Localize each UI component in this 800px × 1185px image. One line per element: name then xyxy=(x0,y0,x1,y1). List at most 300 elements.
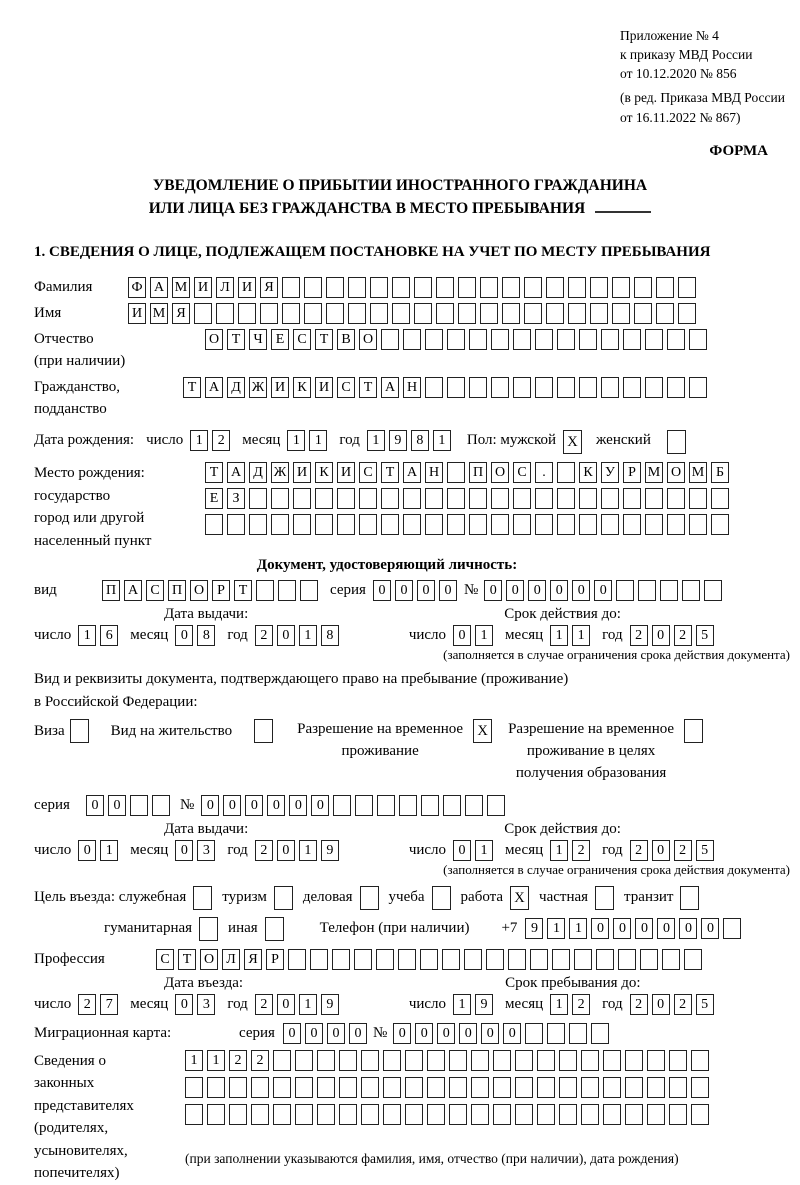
char-cell[interactable]: 1 xyxy=(207,1050,225,1071)
char-cell[interactable] xyxy=(295,1077,313,1098)
char-cell[interactable] xyxy=(491,514,509,535)
char-cell[interactable] xyxy=(465,795,483,816)
char-cell[interactable]: А xyxy=(403,462,421,483)
char-cell[interactable] xyxy=(623,514,641,535)
char-cell[interactable] xyxy=(355,795,373,816)
char-cell[interactable] xyxy=(623,329,641,350)
char-cell[interactable]: Т xyxy=(227,329,245,350)
char-cell[interactable]: А xyxy=(150,277,168,298)
char-cell[interactable] xyxy=(403,514,421,535)
char-cell[interactable] xyxy=(691,1104,709,1125)
char-cell[interactable] xyxy=(381,329,399,350)
char-cell[interactable] xyxy=(581,1077,599,1098)
char-cell[interactable] xyxy=(480,303,498,324)
char-cell[interactable] xyxy=(449,1104,467,1125)
char-cell[interactable] xyxy=(660,580,678,601)
char-cell[interactable] xyxy=(249,514,267,535)
char-cell[interactable] xyxy=(502,277,520,298)
char-cell[interactable] xyxy=(645,377,663,398)
char-cell[interactable]: 9 xyxy=(475,994,493,1015)
char-cell[interactable]: 1 xyxy=(475,840,493,861)
char-cell[interactable]: К xyxy=(293,377,311,398)
char-cell[interactable] xyxy=(480,277,498,298)
char-cell[interactable]: 1 xyxy=(547,918,565,939)
char-cell[interactable] xyxy=(293,514,311,535)
char-cell[interactable] xyxy=(691,1050,709,1071)
char-cell[interactable] xyxy=(278,580,296,601)
char-cell[interactable]: 2 xyxy=(674,840,692,861)
char-cell[interactable]: 0 xyxy=(506,580,524,601)
char-cell[interactable]: 0 xyxy=(373,580,391,601)
char-cell[interactable] xyxy=(515,1077,533,1098)
char-cell[interactable] xyxy=(689,488,707,509)
char-cell[interactable] xyxy=(425,329,443,350)
char-cell[interactable] xyxy=(634,303,652,324)
char-cell[interactable] xyxy=(546,303,564,324)
char-cell[interactable]: М xyxy=(645,462,663,483)
char-cell[interactable] xyxy=(667,329,685,350)
char-cell[interactable] xyxy=(524,303,542,324)
char-cell[interactable]: 2 xyxy=(229,1050,247,1071)
char-cell[interactable] xyxy=(464,949,482,970)
char-cell[interactable] xyxy=(612,303,630,324)
char-cell[interactable]: 0 xyxy=(594,580,612,601)
char-cell[interactable]: Ф xyxy=(128,277,146,298)
char-cell[interactable]: Д xyxy=(227,377,245,398)
char-cell[interactable] xyxy=(669,1077,687,1098)
char-cell[interactable] xyxy=(273,1104,291,1125)
char-cell[interactable] xyxy=(359,488,377,509)
char-cell[interactable]: 1 xyxy=(299,994,317,1015)
char-cell[interactable]: И xyxy=(194,277,212,298)
char-cell[interactable]: 1 xyxy=(550,840,568,861)
purpose-work-checkbox[interactable]: X xyxy=(510,886,529,910)
char-cell[interactable]: 0 xyxy=(613,918,631,939)
char-cell[interactable]: 1 xyxy=(550,625,568,646)
char-cell[interactable] xyxy=(271,514,289,535)
char-cell[interactable] xyxy=(711,514,729,535)
purpose-private-checkbox[interactable] xyxy=(595,886,614,910)
char-cell[interactable]: . xyxy=(535,462,553,483)
char-cell[interactable] xyxy=(656,277,674,298)
char-cell[interactable]: 2 xyxy=(572,840,590,861)
char-cell[interactable] xyxy=(625,1104,643,1125)
char-cell[interactable]: 1 xyxy=(550,994,568,1015)
char-cell[interactable] xyxy=(491,329,509,350)
char-cell[interactable] xyxy=(669,1104,687,1125)
char-cell[interactable]: 0 xyxy=(484,580,502,601)
char-cell[interactable] xyxy=(229,1077,247,1098)
char-cell[interactable] xyxy=(295,1104,313,1125)
char-cell[interactable]: 0 xyxy=(327,1023,345,1044)
char-cell[interactable] xyxy=(300,580,318,601)
char-cell[interactable]: П xyxy=(469,462,487,483)
char-cell[interactable] xyxy=(647,1077,665,1098)
char-cell[interactable]: И xyxy=(238,277,256,298)
sex-male-checkbox[interactable]: X xyxy=(563,430,582,454)
char-cell[interactable] xyxy=(669,1050,687,1071)
char-cell[interactable]: Д xyxy=(249,462,267,483)
char-cell[interactable] xyxy=(381,514,399,535)
char-cell[interactable] xyxy=(559,1050,577,1071)
char-cell[interactable]: К xyxy=(315,462,333,483)
temp-residence-edu-checkbox[interactable] xyxy=(684,719,703,743)
char-cell[interactable]: С xyxy=(359,462,377,483)
char-cell[interactable]: 5 xyxy=(696,994,714,1015)
char-cell[interactable] xyxy=(612,277,630,298)
char-cell[interactable] xyxy=(574,949,592,970)
char-cell[interactable]: И xyxy=(271,377,289,398)
char-cell[interactable] xyxy=(421,795,439,816)
char-cell[interactable]: 2 xyxy=(251,1050,269,1071)
char-cell[interactable] xyxy=(471,1077,489,1098)
char-cell[interactable]: Р xyxy=(212,580,230,601)
char-cell[interactable] xyxy=(684,949,702,970)
char-cell[interactable]: 0 xyxy=(417,580,435,601)
purpose-business-checkbox[interactable] xyxy=(360,886,379,910)
char-cell[interactable]: 0 xyxy=(701,918,719,939)
char-cell[interactable]: Л xyxy=(222,949,240,970)
char-cell[interactable] xyxy=(205,514,223,535)
char-cell[interactable] xyxy=(339,1104,357,1125)
char-cell[interactable] xyxy=(447,514,465,535)
char-cell[interactable]: С xyxy=(146,580,164,601)
char-cell[interactable]: 9 xyxy=(321,840,339,861)
char-cell[interactable]: С xyxy=(513,462,531,483)
char-cell[interactable] xyxy=(185,1077,203,1098)
char-cell[interactable] xyxy=(525,1023,543,1044)
char-cell[interactable] xyxy=(689,377,707,398)
char-cell[interactable] xyxy=(249,488,267,509)
char-cell[interactable] xyxy=(348,303,366,324)
char-cell[interactable] xyxy=(332,949,350,970)
char-cell[interactable] xyxy=(634,277,652,298)
char-cell[interactable] xyxy=(425,488,443,509)
char-cell[interactable] xyxy=(458,303,476,324)
char-cell[interactable] xyxy=(339,1077,357,1098)
char-cell[interactable] xyxy=(557,514,575,535)
char-cell[interactable] xyxy=(414,303,432,324)
char-cell[interactable]: 0 xyxy=(481,1023,499,1044)
char-cell[interactable]: Т xyxy=(183,377,201,398)
char-cell[interactable] xyxy=(405,1050,423,1071)
char-cell[interactable] xyxy=(723,918,741,939)
char-cell[interactable]: С xyxy=(337,377,355,398)
char-cell[interactable] xyxy=(425,514,443,535)
char-cell[interactable]: 0 xyxy=(86,795,104,816)
char-cell[interactable]: 9 xyxy=(389,430,407,451)
char-cell[interactable] xyxy=(227,514,245,535)
char-cell[interactable] xyxy=(557,377,575,398)
char-cell[interactable]: 1 xyxy=(299,625,317,646)
char-cell[interactable]: Т xyxy=(234,580,252,601)
char-cell[interactable]: 0 xyxy=(437,1023,455,1044)
char-cell[interactable]: Я xyxy=(172,303,190,324)
char-cell[interactable] xyxy=(414,277,432,298)
char-cell[interactable] xyxy=(425,377,443,398)
char-cell[interactable] xyxy=(603,1104,621,1125)
char-cell[interactable]: 0 xyxy=(175,840,193,861)
char-cell[interactable]: 2 xyxy=(572,994,590,1015)
char-cell[interactable] xyxy=(383,1050,401,1071)
char-cell[interactable]: 1 xyxy=(475,625,493,646)
char-cell[interactable] xyxy=(339,1050,357,1071)
char-cell[interactable]: 5 xyxy=(696,625,714,646)
char-cell[interactable] xyxy=(315,488,333,509)
char-cell[interactable] xyxy=(689,329,707,350)
visa-checkbox[interactable] xyxy=(70,719,89,743)
char-cell[interactable] xyxy=(383,1077,401,1098)
char-cell[interactable] xyxy=(436,303,454,324)
char-cell[interactable] xyxy=(447,488,465,509)
char-cell[interactable] xyxy=(590,303,608,324)
char-cell[interactable]: 0 xyxy=(591,918,609,939)
char-cell[interactable] xyxy=(513,377,531,398)
char-cell[interactable]: Т xyxy=(205,462,223,483)
char-cell[interactable]: 0 xyxy=(245,795,263,816)
char-cell[interactable]: 0 xyxy=(652,994,670,1015)
char-cell[interactable] xyxy=(427,1050,445,1071)
char-cell[interactable]: 1 xyxy=(78,625,96,646)
char-cell[interactable]: 0 xyxy=(453,840,471,861)
char-cell[interactable] xyxy=(625,1077,643,1098)
char-cell[interactable] xyxy=(469,329,487,350)
char-cell[interactable] xyxy=(616,580,634,601)
char-cell[interactable]: 0 xyxy=(395,580,413,601)
char-cell[interactable]: 5 xyxy=(696,840,714,861)
char-cell[interactable] xyxy=(405,1104,423,1125)
char-cell[interactable] xyxy=(645,329,663,350)
char-cell[interactable] xyxy=(359,514,377,535)
char-cell[interactable]: 0 xyxy=(283,1023,301,1044)
char-cell[interactable] xyxy=(579,488,597,509)
char-cell[interactable] xyxy=(535,329,553,350)
char-cell[interactable] xyxy=(581,1104,599,1125)
char-cell[interactable] xyxy=(568,277,586,298)
char-cell[interactable] xyxy=(354,949,372,970)
char-cell[interactable] xyxy=(293,488,311,509)
char-cell[interactable]: 0 xyxy=(78,840,96,861)
char-cell[interactable] xyxy=(403,488,421,509)
char-cell[interactable]: 6 xyxy=(100,625,118,646)
char-cell[interactable] xyxy=(383,1104,401,1125)
char-cell[interactable] xyxy=(502,303,520,324)
char-cell[interactable] xyxy=(618,949,636,970)
char-cell[interactable] xyxy=(469,488,487,509)
char-cell[interactable]: Ч xyxy=(249,329,267,350)
char-cell[interactable] xyxy=(603,1050,621,1071)
char-cell[interactable] xyxy=(361,1104,379,1125)
purpose-other-checkbox[interactable] xyxy=(265,917,284,941)
char-cell[interactable]: О xyxy=(200,949,218,970)
char-cell[interactable] xyxy=(601,329,619,350)
char-cell[interactable]: 2 xyxy=(630,840,648,861)
char-cell[interactable] xyxy=(469,514,487,535)
char-cell[interactable] xyxy=(337,488,355,509)
char-cell[interactable] xyxy=(623,488,641,509)
char-cell[interactable] xyxy=(552,949,570,970)
char-cell[interactable]: И xyxy=(315,377,333,398)
char-cell[interactable] xyxy=(579,329,597,350)
char-cell[interactable] xyxy=(443,795,461,816)
char-cell[interactable] xyxy=(392,303,410,324)
char-cell[interactable] xyxy=(557,329,575,350)
char-cell[interactable] xyxy=(216,303,234,324)
char-cell[interactable] xyxy=(229,1104,247,1125)
char-cell[interactable] xyxy=(207,1077,225,1098)
char-cell[interactable] xyxy=(645,488,663,509)
char-cell[interactable] xyxy=(427,1077,445,1098)
char-cell[interactable]: 7 xyxy=(100,994,118,1015)
char-cell[interactable]: П xyxy=(102,580,120,601)
char-cell[interactable] xyxy=(568,303,586,324)
char-cell[interactable] xyxy=(273,1077,291,1098)
char-cell[interactable]: 0 xyxy=(305,1023,323,1044)
char-cell[interactable] xyxy=(458,277,476,298)
char-cell[interactable] xyxy=(471,1050,489,1071)
char-cell[interactable]: 3 xyxy=(197,994,215,1015)
char-cell[interactable] xyxy=(361,1050,379,1071)
char-cell[interactable] xyxy=(535,514,553,535)
char-cell[interactable] xyxy=(427,1104,445,1125)
char-cell[interactable]: 0 xyxy=(652,840,670,861)
char-cell[interactable]: И xyxy=(128,303,146,324)
char-cell[interactable]: 0 xyxy=(201,795,219,816)
char-cell[interactable] xyxy=(447,329,465,350)
char-cell[interactable]: Ж xyxy=(271,462,289,483)
char-cell[interactable]: А xyxy=(381,377,399,398)
char-cell[interactable] xyxy=(251,1077,269,1098)
char-cell[interactable] xyxy=(317,1077,335,1098)
char-cell[interactable]: П xyxy=(168,580,186,601)
char-cell[interactable] xyxy=(711,488,729,509)
char-cell[interactable]: Е xyxy=(271,329,289,350)
char-cell[interactable]: 2 xyxy=(674,994,692,1015)
char-cell[interactable] xyxy=(392,277,410,298)
char-cell[interactable]: 0 xyxy=(277,840,295,861)
char-cell[interactable] xyxy=(601,514,619,535)
char-cell[interactable] xyxy=(238,303,256,324)
char-cell[interactable] xyxy=(603,1077,621,1098)
purpose-humanitarian-checkbox[interactable] xyxy=(199,917,218,941)
char-cell[interactable]: 1 xyxy=(100,840,118,861)
char-cell[interactable] xyxy=(667,488,685,509)
char-cell[interactable] xyxy=(295,1050,313,1071)
char-cell[interactable] xyxy=(288,949,306,970)
char-cell[interactable]: 0 xyxy=(550,580,568,601)
char-cell[interactable] xyxy=(493,1104,511,1125)
char-cell[interactable] xyxy=(513,514,531,535)
char-cell[interactable] xyxy=(420,949,438,970)
char-cell[interactable]: 0 xyxy=(277,994,295,1015)
char-cell[interactable] xyxy=(315,514,333,535)
char-cell[interactable] xyxy=(486,949,504,970)
char-cell[interactable]: А xyxy=(124,580,142,601)
char-cell[interactable] xyxy=(491,488,509,509)
char-cell[interactable]: С xyxy=(156,949,174,970)
char-cell[interactable] xyxy=(370,277,388,298)
char-cell[interactable] xyxy=(689,514,707,535)
char-cell[interactable]: 2 xyxy=(630,625,648,646)
char-cell[interactable] xyxy=(591,1023,609,1044)
char-cell[interactable] xyxy=(601,488,619,509)
char-cell[interactable]: 1 xyxy=(572,625,590,646)
char-cell[interactable] xyxy=(361,1077,379,1098)
temp-residence-checkbox[interactable]: X xyxy=(473,719,492,743)
char-cell[interactable]: 0 xyxy=(572,580,590,601)
char-cell[interactable] xyxy=(398,949,416,970)
char-cell[interactable] xyxy=(436,277,454,298)
char-cell[interactable] xyxy=(447,377,465,398)
purpose-transit-checkbox[interactable] xyxy=(680,886,699,910)
char-cell[interactable]: 0 xyxy=(459,1023,477,1044)
char-cell[interactable] xyxy=(559,1077,577,1098)
char-cell[interactable] xyxy=(625,1050,643,1071)
purpose-official-checkbox[interactable] xyxy=(193,886,212,910)
char-cell[interactable]: 3 xyxy=(197,840,215,861)
char-cell[interactable]: 2 xyxy=(212,430,230,451)
char-cell[interactable]: 2 xyxy=(630,994,648,1015)
char-cell[interactable] xyxy=(337,514,355,535)
char-cell[interactable] xyxy=(326,303,344,324)
char-cell[interactable] xyxy=(405,1077,423,1098)
char-cell[interactable]: З xyxy=(227,488,245,509)
char-cell[interactable] xyxy=(601,377,619,398)
char-cell[interactable]: 2 xyxy=(255,625,273,646)
char-cell[interactable] xyxy=(381,488,399,509)
char-cell[interactable]: 0 xyxy=(267,795,285,816)
char-cell[interactable] xyxy=(546,277,564,298)
char-cell[interactable]: 0 xyxy=(175,994,193,1015)
char-cell[interactable] xyxy=(596,949,614,970)
char-cell[interactable] xyxy=(537,1104,555,1125)
char-cell[interactable] xyxy=(662,949,680,970)
char-cell[interactable]: 0 xyxy=(503,1023,521,1044)
char-cell[interactable] xyxy=(547,1023,565,1044)
char-cell[interactable] xyxy=(535,377,553,398)
char-cell[interactable]: О xyxy=(667,462,685,483)
char-cell[interactable] xyxy=(640,949,658,970)
char-cell[interactable] xyxy=(469,377,487,398)
char-cell[interactable]: 0 xyxy=(393,1023,411,1044)
char-cell[interactable] xyxy=(515,1050,533,1071)
char-cell[interactable]: Т xyxy=(359,377,377,398)
char-cell[interactable]: Е xyxy=(205,488,223,509)
char-cell[interactable]: М xyxy=(150,303,168,324)
char-cell[interactable]: Т xyxy=(315,329,333,350)
char-cell[interactable] xyxy=(273,1050,291,1071)
char-cell[interactable] xyxy=(524,277,542,298)
char-cell[interactable]: А xyxy=(227,462,245,483)
char-cell[interactable] xyxy=(304,277,322,298)
char-cell[interactable] xyxy=(579,377,597,398)
char-cell[interactable]: Н xyxy=(425,462,443,483)
char-cell[interactable] xyxy=(590,277,608,298)
sex-female-checkbox[interactable] xyxy=(667,430,686,454)
char-cell[interactable] xyxy=(304,303,322,324)
char-cell[interactable] xyxy=(537,1077,555,1098)
char-cell[interactable]: 1 xyxy=(185,1050,203,1071)
char-cell[interactable] xyxy=(581,1050,599,1071)
char-cell[interactable]: О xyxy=(491,462,509,483)
char-cell[interactable]: Р xyxy=(623,462,641,483)
char-cell[interactable]: 0 xyxy=(223,795,241,816)
char-cell[interactable]: И xyxy=(337,462,355,483)
char-cell[interactable] xyxy=(310,949,328,970)
char-cell[interactable] xyxy=(403,329,421,350)
char-cell[interactable] xyxy=(376,949,394,970)
char-cell[interactable] xyxy=(282,303,300,324)
